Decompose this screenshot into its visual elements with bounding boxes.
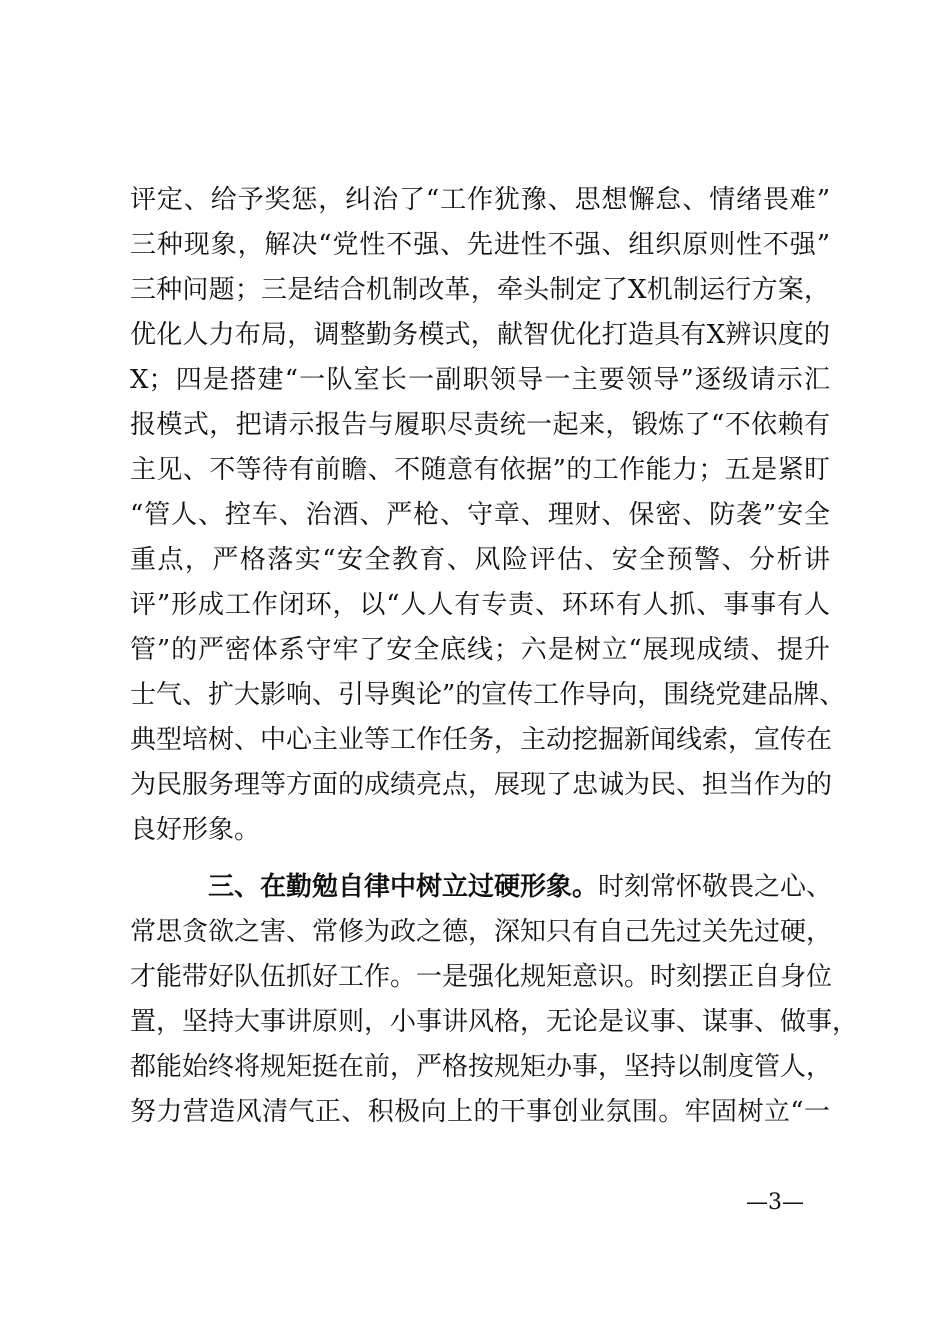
text-line: 三种现象，解决“党性不强、先进性不强、组织原则性不强” [130,230,830,260]
text-line: “管人、控车、治酒、严枪、守章、理财、保密、防袭”安全 [130,500,830,530]
text-line: 典型培树、中心主业等工作任务，主动挖掘新闻线索，宣传在 [130,725,833,755]
text-line: 为民服务理等方面的成绩亮点，展现了忠诚为民、担当作为的 [130,770,833,800]
text-line: 才能带好队伍抓好工作。一是强化规矩意识。时刻摆正自身位 [130,962,833,992]
text-line: 努力营造风清气正、积极向上的干事创业氛围。牢固树立“一 [130,1097,830,1127]
text-line: 报模式，把请示报告与履职尽责统一起来，锻炼了“不依赖有 [130,410,830,440]
text-line: 主见、不等待有前瞻、不随意有依据”的工作能力；五是紧盯 [130,455,830,485]
text-line: 重点，严格落实“安全教育、风险评估、安全预警、分析讲 [130,545,830,575]
text-line: 评定、给予奖惩，纠治了“工作犹豫、思想懈怠、情绪畏难” [130,185,830,215]
text-line: 管”的严密体系守牢了安全底线；六是树立“展现成绩、提升 [130,635,830,665]
text-span: 时刻常怀敬畏之心、 [598,872,833,902]
text-line: 评”形成工作闭环，以“人人有专责、环环有人抓、事事有人 [130,590,830,620]
text-line: 三种问题；三是结合机制改革，牵头制定了X机制运行方案， [130,275,830,305]
text-line: 常思贪欲之害、常修为政之德，深知只有自己先过关先过硬， [130,917,833,947]
page-number: —3— [746,1190,804,1215]
section-first-line [208,865,833,909]
text-line: 士气、扩大影响、引导舆论”的宣传工作导向，围绕党建品牌、 [130,680,846,710]
text-line: 良好形象。 [130,815,261,845]
text-line: 置，坚持大事讲原则，小事讲风格，无论是议事、谋事、做事， [130,1007,859,1037]
text-line: 都能始终将规矩挺在前，严格按规矩办事，坚持以制度管人， [130,1052,833,1082]
text-line: 优化人力布局，调整勤务模式，献智优化打造具有X辨识度的 [130,320,830,350]
text-line: X；四是搭建“一队室长一副职领导一主要领导”逐级请示汇 [130,365,830,395]
section-heading: 三、在勤勉自律中树立过硬形象。 [208,872,599,902]
